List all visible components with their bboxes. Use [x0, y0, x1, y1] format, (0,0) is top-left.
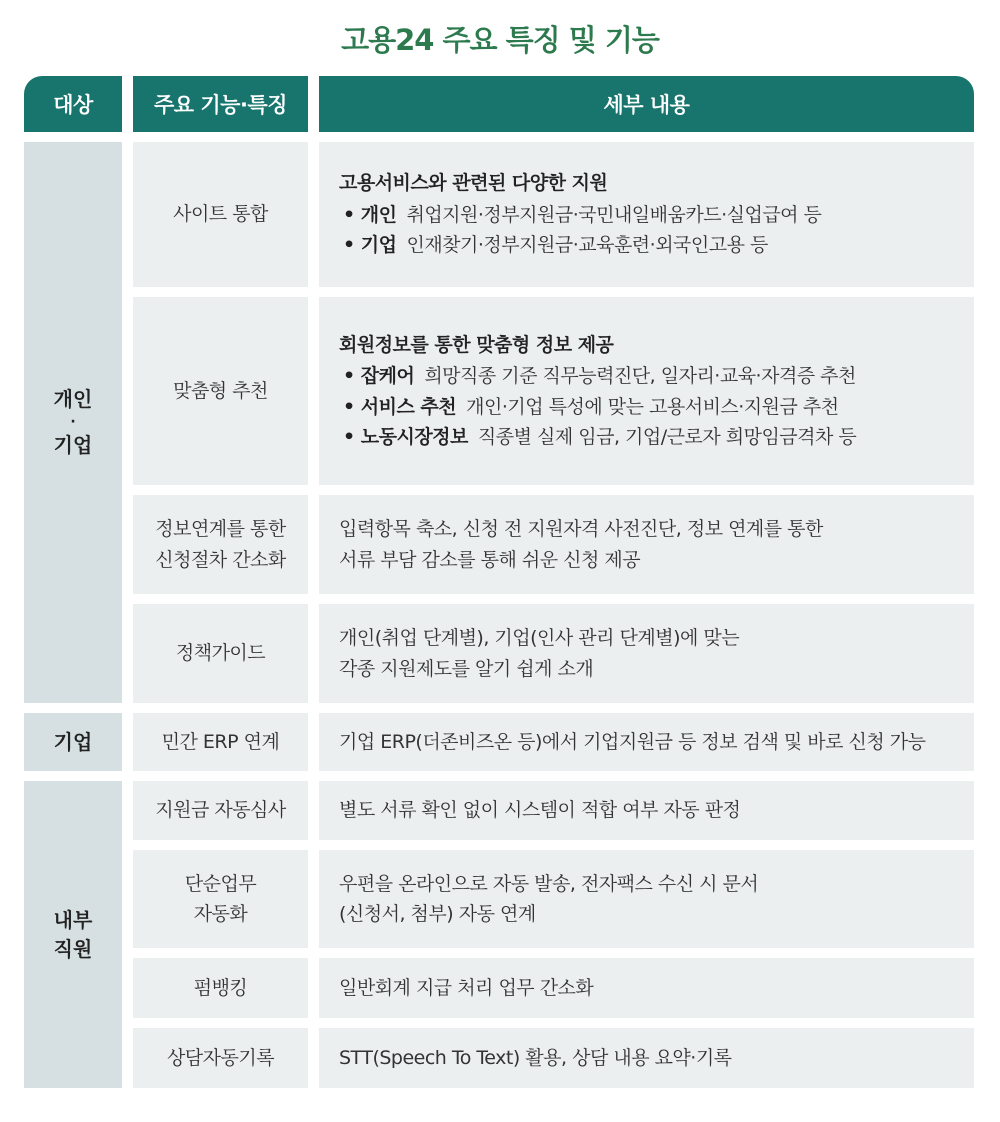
feature-auto-review	[133, 781, 308, 840]
detail-line: 기업 ERP(더존비즈온 등)에서 기업지원금 등 정보 검색 및 바로 신청 가능	[339, 730, 926, 753]
feature-simple-automation	[133, 850, 308, 948]
feature-label-line2: 신청절차 간소화	[155, 548, 286, 571]
group-personal-company	[24, 142, 122, 703]
bullet-keyword: • 노동시장정보	[343, 425, 468, 448]
group-label-dot: ·	[70, 414, 76, 431]
bullet-text: 희망직종 기준 직무능력진단, 일자리·교육·자격증 추천	[424, 365, 856, 388]
feature-label-line2: 자동화	[193, 903, 248, 925]
detail-line: 일반회계 지급 처리 업무 간소화	[339, 976, 594, 999]
detail-line: 우편을 온라인으로 자동 발송, 전자팩스 수신 시 문서	[339, 872, 759, 895]
bullet-text: 개인·기업 특성에 맞는 고용서비스·지원금 추천	[466, 395, 839, 418]
detail-title: 고용서비스와 관련된 다양한 지원	[339, 172, 608, 195]
detail-policy-guide	[319, 604, 974, 703]
group-label-line2: 기업	[53, 432, 93, 457]
detail-line: 서류 부담 감소를 통해 쉬운 신청 제공	[339, 548, 641, 571]
bullet-keyword: • 서비스 추천	[343, 395, 457, 418]
group-label-line1: 기업	[53, 729, 93, 754]
feature-site-integration	[133, 142, 308, 287]
feature-label: 민간 ERP 연계	[161, 730, 280, 753]
bullet-text: 취업지원·정부지원금·국민내일배움카드·실업급여 등	[406, 203, 822, 226]
detail-firm-banking	[319, 958, 974, 1018]
feature-firm-banking	[133, 958, 308, 1018]
feature-policy-guide	[133, 604, 308, 703]
feature-label: 맞춤형 추천	[173, 379, 268, 402]
bullet-item	[339, 200, 821, 230]
detail-title: 회원정보를 통한 맞춤형 정보 제공	[339, 333, 614, 356]
group-label-line1: 내부	[53, 907, 93, 932]
bullet-text: 직종별 실제 임금, 기업/근로자 희망임금격차 등	[477, 425, 857, 448]
detail-line: 입력항목 축소, 신청 전 지원자격 사전진단, 정보 연계를 통한	[339, 518, 823, 541]
header-detail: 세부 내용	[319, 76, 974, 132]
feature-label: 사이트 통합	[173, 203, 268, 226]
detail-line: STT(Speech To Text) 활용, 상담 내용 요약·기록	[339, 1046, 732, 1069]
bullet-item	[339, 230, 821, 260]
feature-label: 펌뱅킹	[193, 976, 248, 999]
bullet-text: 인재찾기·정부지원금·교육훈련·외국인고용 등	[406, 234, 768, 257]
feature-label-line1: 단순업무	[184, 872, 257, 895]
bullet-keyword: • 기업	[343, 234, 397, 257]
bullet-item	[339, 361, 856, 391]
group-company	[24, 713, 122, 771]
group-internal-staff	[24, 781, 122, 1088]
group-label-line1: 개인	[53, 387, 93, 412]
feature-erp-link	[133, 713, 308, 771]
detail-simple-automation	[319, 850, 974, 948]
detail-erp-link	[319, 713, 974, 771]
detail-line: 개인(취업 단계별), 기업(인사 관리 단계별)에 맞는	[339, 627, 740, 650]
feature-label: 정책가이드	[175, 642, 266, 665]
detail-site-integration	[319, 142, 974, 287]
detail-counsel-record	[319, 1028, 974, 1088]
detail-line: (신청서, 첨부) 자동 연계	[339, 903, 536, 925]
detail-info-link	[319, 495, 974, 594]
bullet-keyword: • 개인	[343, 203, 397, 226]
feature-counsel-record	[133, 1028, 308, 1088]
header-target: 대상	[24, 76, 122, 132]
bullet-item	[339, 392, 856, 422]
feature-label: 상담자동기록	[166, 1046, 275, 1069]
feature-info-link	[133, 495, 308, 594]
bullet-item	[339, 422, 856, 452]
detail-auto-review	[319, 781, 974, 840]
detail-line: 별도 서류 확인 없이 시스템이 적합 여부 자동 판정	[339, 799, 741, 822]
detail-custom-recommend	[319, 297, 974, 485]
detail-line: 각종 지원제도를 알기 쉽게 소개	[339, 657, 594, 680]
bullet-keyword: • 잡케어	[343, 365, 415, 388]
page-title: 고용24 주요 특징 및 기능	[341, 23, 659, 57]
feature-label: 지원금 자동심사	[155, 799, 286, 822]
header-feature: 주요 기능·특징	[133, 76, 308, 132]
feature-custom-recommend	[133, 297, 308, 485]
group-label-line2: 직원	[53, 936, 93, 961]
feature-label-line1: 정보연계를 통한	[155, 518, 286, 541]
